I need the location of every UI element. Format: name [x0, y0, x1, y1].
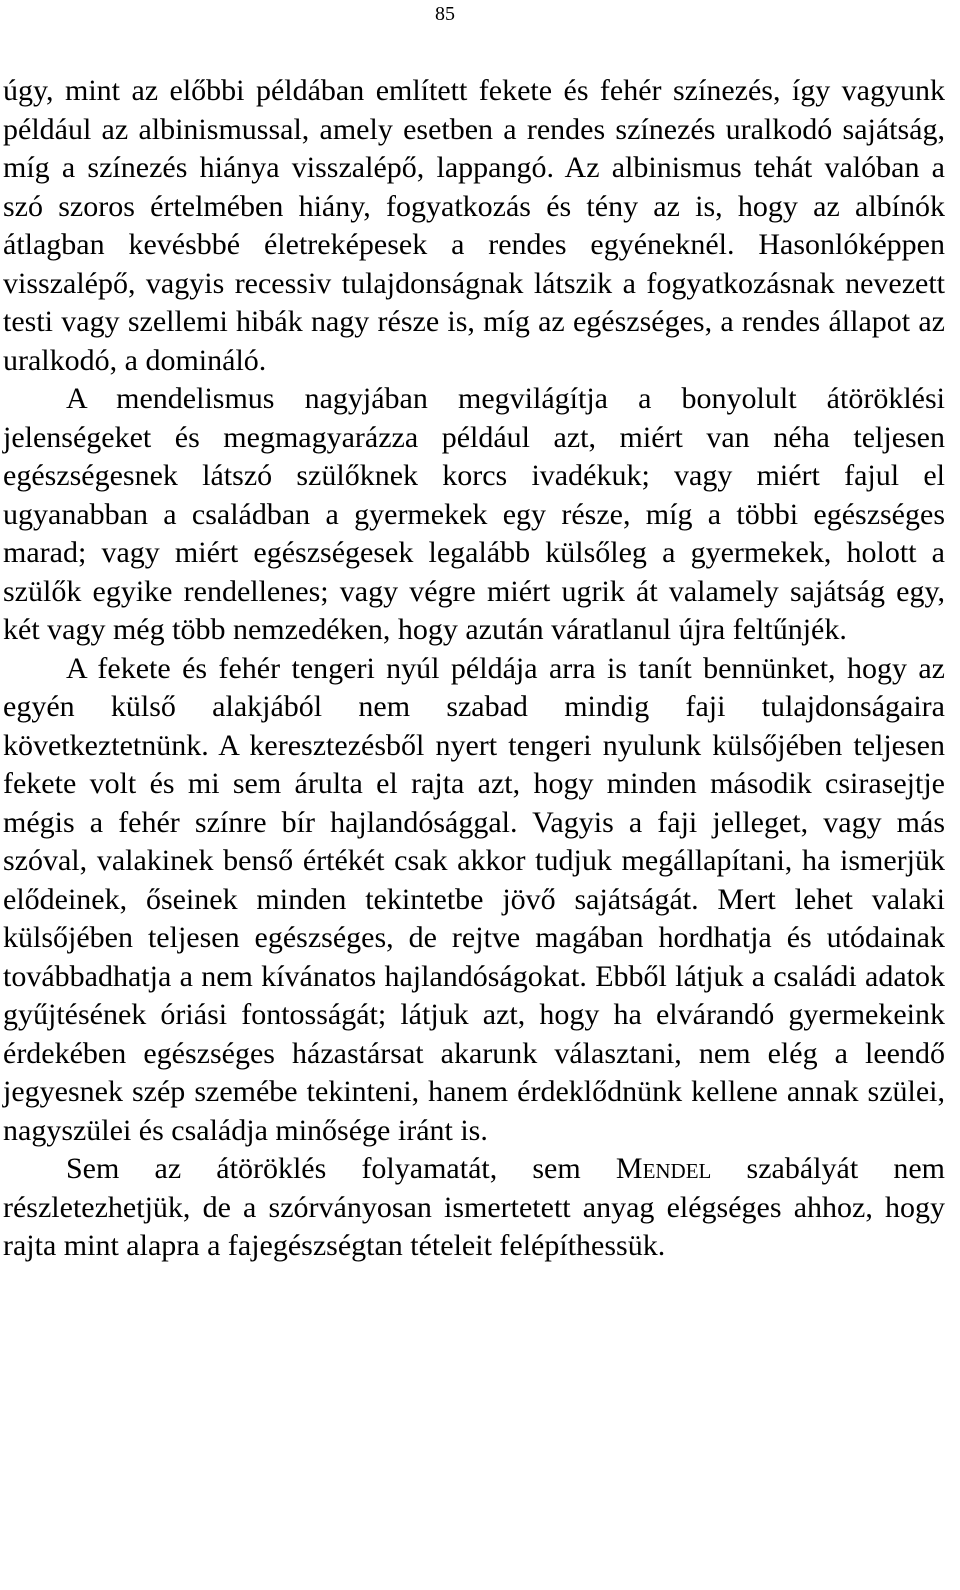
paragraph-3: A fekete és fehér tengeri nyúl példája arra is tanít bennünket, hogy az egyén külső alakjából nem szabad mindig faji tulajdonságaira következtetnünk. A keresztezésből nyert tengeri nyulunk külsőjében teljesen fekete volt és mi sem árulta el rajta azt, hogy minden második csirasejtje mégis a fehér színre bír hajlandósággal. Vagyis a faji jelleget, vagy más szóval, valakinek benső értékét csak akkor tudjuk megállapítani, ha ismerjük elődeinek, őseinek minden tekintetbe jövő sajátságát. Mert lehet valaki külsőjében teljesen egészséges, de rejtve magában hordhatja és utódainak továbbadhatja a nem kívánatos hajlandóságokat. Ebből látjuk a családi adatok gyűjtésének óriási fontosságát; látjuk azt, hogy ha elvárandó gyermekeink érdekében egészséges házastársat akarunk választani, nem elég a leendő jegyesnek szép szemébe tekinteni, hanem érdeklődnünk kellene annak szülei, nagyszülei és családja minősége iránt is.	[3, 651, 945, 1147]
paragraph-2: A mendelismus nagyjában megvilágítja a bonyolult átöröklési jelenségeket és megmagyarázza például azt, miért van néha teljesen egészségesnek látszó szülőknek korcs ivadékuk; vagy miért fajul el ugyanabban a családban a gyermekek egy része, míg a többi egészséges marad; vagy miért egészségesek legalább külsőleg a gyermekek, holott a szülők egyike rendellenes; vagy végre miért ugrik át valamely sajátság egy, két vagy még több nemzedéken, hogy azután váratlanul újra feltűnjék.	[3, 382, 945, 646]
page-number: 85	[435, 3, 455, 25]
paragraph-4-start: Sem az átöröklés folyamatát, sem	[66, 1152, 616, 1185]
paragraph-4-end: szabályát nem részletezhetjük, de a szórványosan ismertetett anyag elégséges ahhoz, hogy rajta mint alapra a fajegészségtan tételeit felépíthessük.	[3, 1152, 945, 1262]
author-name: Mendel	[615, 1152, 712, 1185]
paragraph-4	[3, 1150, 945, 1266]
page-text	[3, 72, 945, 1266]
paragraph-1: úgy, mint az előbbi példában említett fekete és fehér színezés, így vagyunk például az albinismussal, amely esetben a rendes színezés uralkodó sajátság, míg a színezés hiánya visszalépő, lappangó. Az albinismus tehát valóban a szó szoros értelmében hiány, fogyatkozás és tény az is, hogy az albínók átlagban kevésbbé életreképesek a rendes egyéneknél. Hasonlóképpen visszalépő, vagyis recessiv tulajdonságnak látszik a fogyatkozásnak nevezett testi vagy szellemi hibák nagy része is, míg az egészséges, a rendes állapot az uralkodó, a domináló.	[3, 74, 945, 377]
